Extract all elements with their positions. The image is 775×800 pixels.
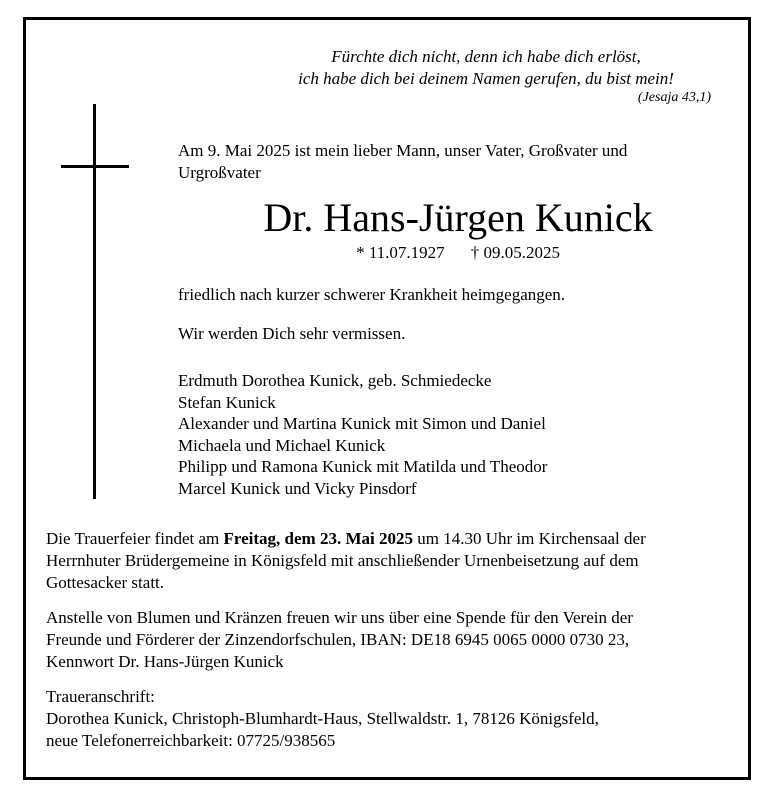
address-label: Traueranschrift: [46, 687, 155, 706]
mourner-item: Stefan Kunick [178, 392, 276, 412]
bible-verse [251, 46, 721, 106]
mourner-item: Erdmuth Dorothea Kunick, geb. Schmiedecke [178, 371, 492, 390]
address-line-2: neue Telefonerreichbarkeit: 07725/938565 [46, 731, 336, 750]
funeral-text-start: Die Trauerfeier findet am [46, 529, 224, 548]
mourner-item: Michaela und Michael Kunick [178, 435, 386, 455]
miss-text: Wir werden Dich sehr vermissen. [178, 324, 406, 343]
mourner-item: Marcel Kunick und Vicky Pinsdorf [178, 478, 417, 498]
verse-line-2: ich habe dich bei deinem Namen gerufen, du bist mein! [298, 69, 674, 88]
funeral-info [46, 528, 758, 594]
passing-text: friedlich nach kurzer schwerer Krankheit heimgegangen. [178, 285, 566, 304]
mourning-address [46, 686, 758, 752]
mourners-list [178, 370, 738, 500]
donation-line-3: Kennwort Dr. Hans-Jürgen Kunick [46, 652, 284, 671]
intro-line-1: Am 9. Mai 2025 ist mein lieber Mann, unser Vater, Großvater und [178, 141, 628, 160]
obituary-frame [23, 17, 751, 780]
death-date: † 09.05.2025 [470, 243, 560, 262]
donation-line-2: Freunde und Förderer der Zinzendorfschulen, IBAN: DE18 6945 0065 0000 0730 23, [46, 630, 630, 649]
cross-icon-horizontal [61, 165, 129, 168]
deceased-name: Dr. Hans-Jürgen Kunick [263, 195, 653, 240]
address-line-1: Dorothea Kunick, Christoph-Blumhardt-Haus, Stellwaldstr. 1, 78126 Königsfeld, [46, 709, 599, 728]
funeral-line-3: Gottesacker statt. [46, 573, 165, 592]
verse-line-1: Fürchte dich nicht, denn ich habe dich erlöst, [331, 47, 641, 66]
funeral-line-2: Herrnhuter Brüdergemeine in Königsfeld mit anschließender Urnenbeisetzung auf dem [46, 551, 639, 570]
intro-text [178, 140, 738, 184]
cross-icon-vertical [93, 104, 96, 499]
intro-line-2: Urgroßvater [178, 163, 261, 182]
funeral-line-1 [46, 528, 758, 550]
mourner-item: Alexander und Martina Kunick mit Simon und Daniel [178, 414, 546, 434]
donation-info [46, 607, 758, 673]
funeral-date: Freitag, dem 23. Mai 2025 [223, 529, 413, 548]
birth-date: * 11.07.1927 [356, 243, 445, 262]
life-dates [178, 242, 738, 264]
funeral-text-time: um 14.30 Uhr im Kirchensaal der [412, 529, 646, 548]
donation-line-1: Anstelle von Blumen und Kränzen freuen wir uns über eine Spende für den Verein der [46, 608, 633, 627]
mourner-item: Philipp und Ramona Kunick mit Matilda und Theodor [178, 457, 548, 477]
verse-reference: (Jesaja 43,1) [637, 90, 711, 105]
